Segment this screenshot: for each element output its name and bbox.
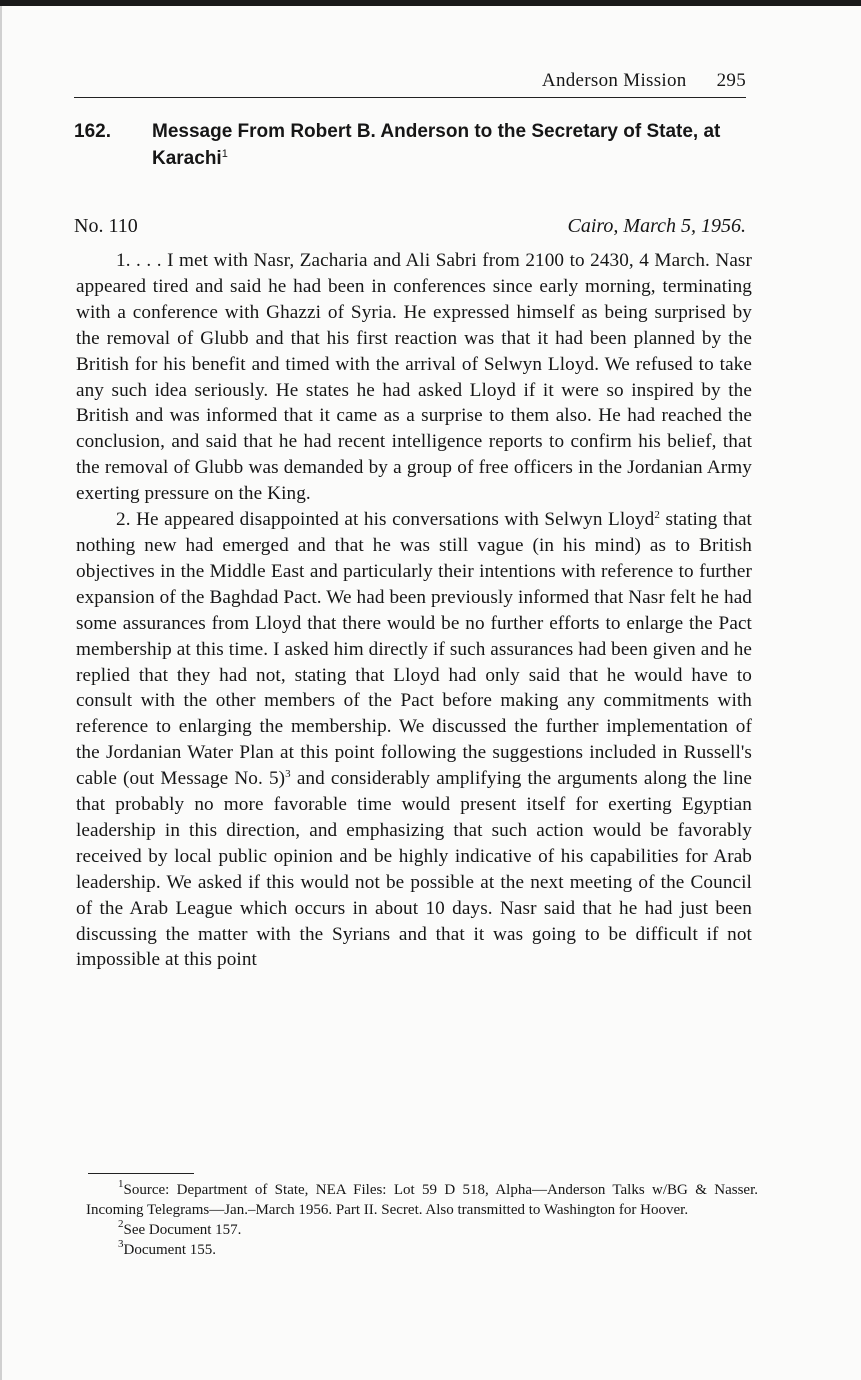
footnote-mark: 2: [118, 1218, 124, 1230]
footnote-ref-2[interactable]: 2: [654, 509, 660, 522]
footnote-3: [86, 1240, 758, 1260]
footnotes: [86, 1180, 758, 1260]
footnote-2: [86, 1220, 758, 1240]
footnote-mark: 3: [118, 1238, 124, 1250]
footnote-ref-3[interactable]: 3: [285, 768, 291, 781]
footnote-rule: [88, 1173, 194, 1174]
footnote-1: [86, 1180, 758, 1220]
running-head: [74, 70, 746, 92]
message-number: No. 110: [74, 215, 138, 237]
document-number: 162.: [74, 121, 111, 142]
paragraph-1: 1. . . . I met with Nasr, Zacharia and Ali Sabri from 2100 to 2430, 4 March. Nasr appeared tired and said he had been in conferences since early morning, terminating with a conference with Ghazzi of Syria. He expressed himself as being surprised by the removal of Glubb and that his first reaction was that it had been planned by the British for his benefit and timed with the arrival of Selwyn Lloyd. We refused to take any such idea seriously. He states he had asked Lloyd if it were so inspired by the British and was informed that it came as a surprise to them also. He had reached the conclusion, and said that he had recent intelligence reports to confirm his belief, that the removal of Glubb was demanded by a group of free officers in the Jordanian Army exerting pressure on the King.: [76, 250, 752, 505]
page-top-edge: [0, 0, 861, 6]
document-heading: [74, 118, 746, 172]
header-rule: [74, 97, 746, 98]
page-left-edge: [0, 6, 2, 1380]
footnote-text: Source: Department of State, NEA Files: Lot 59 D 518, Alpha—Anderson Talks w/BG & Nasser. Incoming Telegrams—Jan.–March 1956. Part II. Secret. Also transmitted to Washington for Hoover.: [86, 1182, 758, 1218]
paragraph-2: [76, 507, 752, 973]
running-head-title: Anderson Mission: [541, 70, 687, 91]
paragraph-2-part-1: 2. He appeared disappointed at his conversations with Selwyn Lloyd: [116, 509, 655, 531]
document-title: [152, 118, 746, 172]
footnote-mark: 1: [118, 1178, 124, 1190]
place-date: Cairo, March 5, 1956.: [567, 215, 746, 237]
page-number: 295: [716, 70, 746, 91]
footnote-ref-1[interactable]: 1: [221, 148, 228, 160]
paragraph-2-part-3: and considerably amplifying the arguments along the line that probably no more favorable time would present itself for exerting Egyptian leadership in this direction, and emphasizing that such action would be favorably received by local public opinion and be highly indicative of his capabilities for Arab leadership. We asked if this would not be possible at the next meeting of the Council of the Arab League which occurs in about 10 days. Nasr said that he had just been discussing the matter with the Syrians and that it was going to be difficult if not impossible at this point: [76, 768, 753, 971]
footnote-text: Document 155.: [123, 1242, 216, 1258]
message-body: [76, 248, 752, 973]
paragraph-2-part-2: stating that nothing new had emerged and that he was still vague (in his mind) as to British objectives in the Middle East and particularly their intentions with reference to further expansion of the Baghdad Pact. We had been previously informed that Nasr felt he had some assurances from Lloyd that there would be no further efforts to enlarge the Pact membership at this time. I asked him directly if such assurances had been given and he replied that they had not, stating that Lloyd had only said that he would have to consult with the other members of the Pact before making any commitments with reference to enlarging the membership. We discussed the further implementation of the Jordanian Water Plan at this point following the suggestions included in Russell's cable (out Message No. 5): [76, 509, 752, 790]
dateline: [74, 213, 746, 239]
document-title-text: Message From Robert B. Anderson to the Secretary of State, at Karachi: [152, 121, 721, 169]
footnote-text: See Document 157.: [123, 1222, 242, 1238]
